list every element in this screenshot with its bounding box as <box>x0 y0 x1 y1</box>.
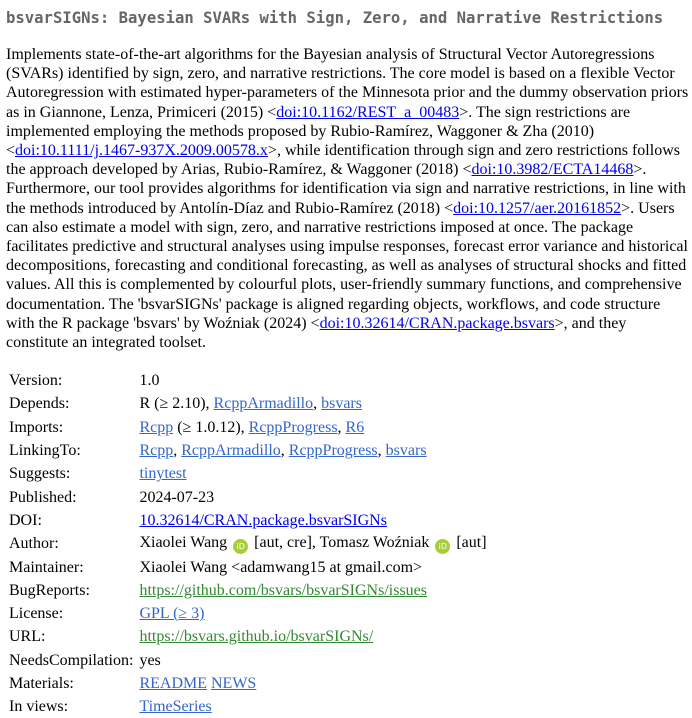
published-value: 2024-07-23 <box>139 488 215 506</box>
imports-value: Rcpp (≥ 1.0.12), RcppProgress, R6 <box>139 418 365 436</box>
doi-link[interactable]: doi:10.3982/ECTA14468 <box>471 161 634 179</box>
row-published <box>6 485 490 508</box>
field-label: Depends: <box>9 395 70 413</box>
row-doi <box>6 509 490 532</box>
linkingto-value: Rcpp, RcppArmadillo, RcppProgress, bsvars <box>139 442 427 460</box>
desc-text: >. The sign restrictions are implemented employing the methods proposed by Rubio-Ramírez, Waggoner & Zha (2010) < <box>6 103 631 160</box>
field-label: BugReports: <box>9 581 90 599</box>
doi-link[interactable]: doi:10.32614/CRAN.package.bsvars <box>319 314 555 332</box>
doi-link[interactable]: doi:10.1162/REST_a_00483 <box>276 103 460 121</box>
bugreports-link[interactable]: https://github.com/bsvars/bsvarSIGNs/issues <box>139 581 427 599</box>
doi-link[interactable]: doi:10.1257/aer.20161852 <box>453 199 622 217</box>
link-rcpp[interactable]: Rcpp <box>139 418 174 436</box>
bugreports-value <box>136 579 489 602</box>
field-label: Maintainer: <box>9 558 84 576</box>
readme-link[interactable]: README <box>139 675 207 692</box>
row-url <box>6 625 490 648</box>
desc-text: >. Users can also estimate a model with sign, zero, and narrative restrictions imposed at once. The package facilitates predictive and structural analyses using impulse responses, forecast error variance and historical decompositions, forecasting and conditional forecasting, as well as analyses of structural shocks and fitted values. All this is complemented by colourful plots, user-friendly summary functions, and comprehensive documentation. The 'bsvarSIGNs' package is aligned regarding objects, workflows, and code structure with the R package 'bsvars' by Woźniak (2024) < <box>6 199 688 332</box>
author-roles: [aut] <box>456 534 487 552</box>
depends-text: R (≥ 2.10), <box>139 395 214 413</box>
maintainer-value: Xiaolei Wang <adamwang15 at gmail.com> <box>139 558 423 576</box>
field-label: Materials: <box>9 675 74 692</box>
author-value <box>136 532 489 555</box>
doi-link[interactable]: 10.32614/CRAN.package.bsvarSIGNs <box>139 511 387 529</box>
row-needscompilation <box>6 649 490 672</box>
version-value: 1.0 <box>139 372 160 390</box>
page-title: bsvarSIGNs: Bayesian SVARs with Sign, Zero, and Narrative Restrictions <box>6 9 664 27</box>
row-author <box>6 532 490 555</box>
field-label: In views: <box>9 698 69 716</box>
link-r6[interactable]: R6 <box>345 418 365 436</box>
orcid-icon[interactable]: iD <box>435 539 450 554</box>
field-label: Version: <box>9 372 63 390</box>
homepage-link[interactable]: https://bsvars.github.io/bsvarSIGNs/ <box>139 628 374 646</box>
row-imports <box>6 416 490 439</box>
desc-text: Implements state-of-the-art algorithms for the Bayesian analysis of Structural Vector Autoregressions (SVARs) identified by sign, zero, and narrative restrictions. The core model is based on a flexible Vector Autoregression with estimated hyper-parameters of the Minnesota prior and the dummy observation priors as in Giannone, Lenza, Primiceri (2015) < <box>6 46 689 121</box>
rcpp-version: (≥ 1.0.12), <box>173 418 249 436</box>
field-label: Suggests: <box>9 465 71 483</box>
link-rcpparmadillo[interactable]: RcppArmadillo <box>181 442 281 460</box>
package-metadata-table <box>6 369 490 718</box>
license-link[interactable]: GPL (≥ 3) <box>139 605 205 623</box>
field-label: LinkingTo: <box>9 442 81 460</box>
field-label: DOI: <box>9 511 42 529</box>
timeseries-link[interactable]: TimeSeries <box>139 698 212 716</box>
link-rcpparmadillo[interactable]: RcppArmadillo <box>213 395 314 413</box>
author-name: Xiaolei Wang <box>139 534 228 552</box>
doi-link[interactable]: doi:10.1111/j.1467-937X.2009.00578.x <box>15 142 268 160</box>
license-value <box>136 602 489 625</box>
url-value <box>136 625 489 648</box>
link-rcppprogress[interactable]: RcppProgress <box>288 442 378 460</box>
desc-text: >. Furthermore, our tool provides algorithms for identification via sign and narrative restrictions, in line with the methods introduced by Antolín-Díaz and Rubio-Ramírez (2018) < <box>6 161 686 217</box>
link-rcpp[interactable]: Rcpp <box>139 442 174 460</box>
row-materials <box>6 672 490 695</box>
materials-value <box>136 672 489 695</box>
row-depends <box>6 392 490 415</box>
desc-text: >, and they constitute an integrated toolset. <box>6 314 627 352</box>
link-bsvars[interactable]: bsvars <box>321 395 362 413</box>
field-label: URL: <box>9 628 46 646</box>
needscompilation-value: yes <box>139 651 161 669</box>
suggests-value <box>136 462 489 485</box>
row-bugreports <box>6 579 490 602</box>
row-version <box>6 369 490 392</box>
author-roles: [aut, cre], Tomasz Woźniak <box>254 534 430 552</box>
row-inviews <box>6 695 490 718</box>
package-description <box>6 45 690 352</box>
desc-text: >, while identification through sign and zero restrictions follows the approach developed by Arias, Rubio-Ramírez, & Waggoner (2018) < <box>6 142 680 179</box>
link-bsvars[interactable]: bsvars <box>385 442 427 460</box>
link-rcppprogress[interactable]: RcppProgress <box>248 418 338 436</box>
field-label: License: <box>9 605 64 623</box>
link-tinytest[interactable]: tinytest <box>139 465 187 483</box>
inviews-value <box>136 695 489 718</box>
row-linkingto <box>6 439 490 462</box>
doi-value <box>136 509 489 532</box>
field-label: Author: <box>9 535 59 553</box>
depends-value: R (≥ 2.10), RcppArmadillo, bsvars <box>139 395 362 413</box>
row-maintainer <box>6 555 490 578</box>
orcid-icon[interactable]: iD <box>233 539 248 554</box>
news-link[interactable]: NEWS <box>211 675 257 692</box>
field-label: Imports: <box>9 418 64 436</box>
row-suggests <box>6 462 490 485</box>
row-license <box>6 602 490 625</box>
field-label: NeedsCompilation: <box>9 651 134 669</box>
field-label: Published: <box>9 488 77 506</box>
